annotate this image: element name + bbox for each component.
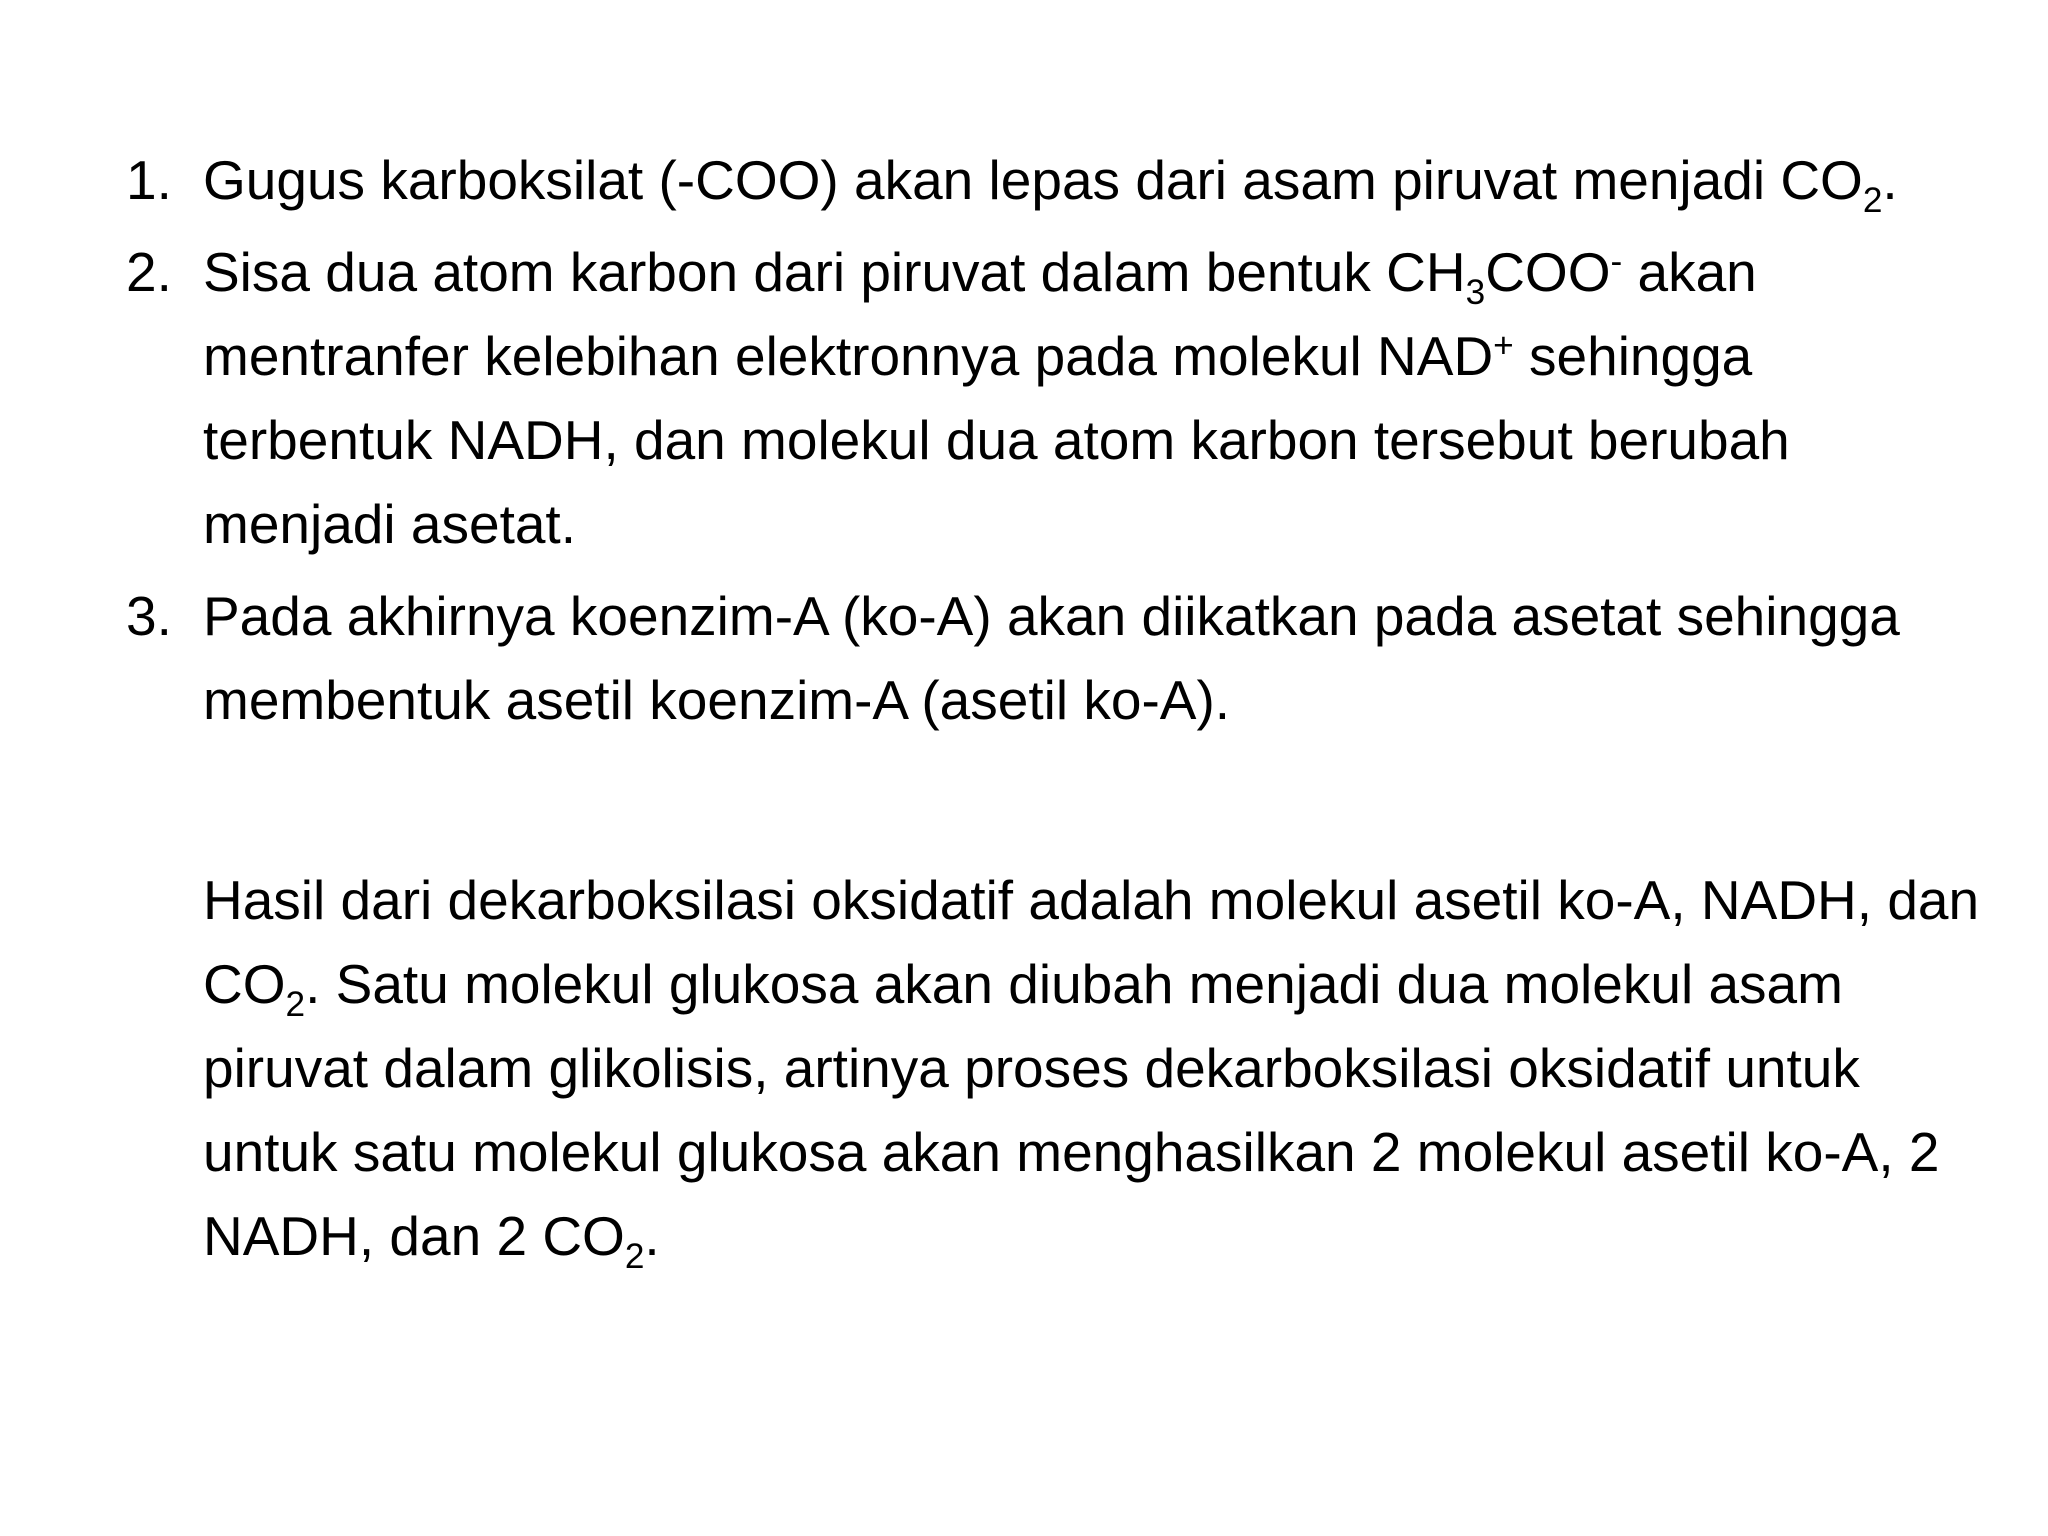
summary-paragraph: Hasil dari dekarboksilasi oksidatif adalah molekul asetil ko-A, NADH, dan $CO_2$. Satu molekul glukosa akan diubah menjadi dua molekul asam piruvat dalam glikolisis, artinya proses dekarboksilasi oksidatif untuk untuk satu molekul glukosa akan menghasilkan 2 molekul asetil ko-A, 2 NADH, dan 2 $CO_2$. <box>203 869 1980 1277</box>
subscript: 2 <box>1862 181 1883 221</box>
list-item-3 <box>126 574 1996 742</box>
subscript: 2 <box>285 985 306 1025</box>
list-item-1 <box>126 138 1996 222</box>
list-text: Gugus karboksilat (-COO) akan lepas dari asam piruvat menjadi $CO_2$. <box>203 149 1898 221</box>
subscript: 3 <box>1465 273 1486 313</box>
list-number: 3. <box>126 585 172 647</box>
superscript: - <box>1610 242 1623 282</box>
list-item-2 <box>126 230 1996 566</box>
list-text: Sisa dua atom karbon dari piruvat dalam bentuk $CH_3COO^-$ akan mentranfer kelebihan elektronnya pada molekul NAD+ sehingga terbentuk NADH, dan molekul dua atom karbon tersebut berubah menjadi asetat. <box>203 241 1790 555</box>
slide-content <box>126 138 1996 1278</box>
list-text: Pada akhirnya koenzim-A (ko-A) akan diikatkan pada asetat sehingga membentuk asetil koenzim-A (asetil ko-A). <box>203 585 1900 731</box>
list-number: 1. <box>126 149 172 211</box>
superscript: + <box>1493 326 1514 366</box>
list-number: 2. <box>126 241 172 303</box>
subscript: 2 <box>624 1237 645 1277</box>
